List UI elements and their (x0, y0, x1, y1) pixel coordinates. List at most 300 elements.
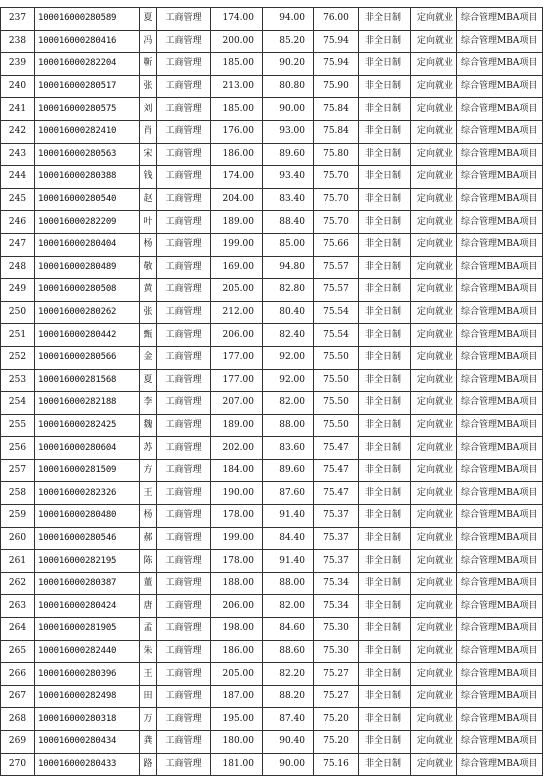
candidate-name-cell: 靳 (140, 53, 157, 76)
employment-type-cell: 定向就业 (411, 640, 457, 663)
program-note-cell: 综合管理MBA项目 (457, 753, 543, 776)
study-mode-cell: 非全日制 (359, 324, 411, 347)
total-score-cell: 75.50 (314, 346, 359, 369)
table-row (1, 30, 543, 53)
row-index-cell: 260 (1, 527, 35, 550)
candidate-id-cell: 100016000280480 (35, 505, 140, 528)
total-score-cell: 75.20 (314, 731, 359, 754)
initial-score-cell: 169.00 (211, 256, 263, 279)
program-note-cell: 综合管理MBA项目 (457, 8, 543, 31)
total-score-cell: 75.66 (314, 233, 359, 256)
candidate-id-cell: 100016000282498 (35, 685, 140, 708)
total-score-cell: 75.50 (314, 414, 359, 437)
table-row (1, 572, 543, 595)
total-score-cell: 75.16 (314, 753, 359, 776)
major-cell: 工商管理 (157, 346, 211, 369)
employment-type-cell: 定向就业 (411, 550, 457, 573)
employment-type-cell: 定向就业 (411, 708, 457, 731)
major-cell: 工商管理 (157, 143, 211, 166)
initial-score-cell: 212.00 (211, 301, 263, 324)
candidate-id-cell: 100016000280442 (35, 324, 140, 347)
initial-score-cell: 200.00 (211, 30, 263, 53)
table-row (1, 166, 543, 189)
major-cell: 工商管理 (157, 527, 211, 550)
total-score-cell: 75.84 (314, 98, 359, 121)
program-note-cell: 综合管理MBA项目 (457, 211, 543, 234)
total-score-cell: 75.70 (314, 188, 359, 211)
total-score-cell: 75.30 (314, 618, 359, 641)
row-index-cell: 269 (1, 731, 35, 754)
retest-score-cell: 88.00 (263, 572, 314, 595)
major-cell: 工商管理 (157, 256, 211, 279)
major-cell: 工商管理 (157, 301, 211, 324)
study-mode-cell: 非全日制 (359, 188, 411, 211)
candidate-id-cell: 100016000280404 (35, 233, 140, 256)
major-cell: 工商管理 (157, 98, 211, 121)
candidate-id-cell: 100016000282188 (35, 392, 140, 415)
candidate-id-cell: 100016000280563 (35, 143, 140, 166)
candidate-id-cell: 100016000282209 (35, 211, 140, 234)
employment-type-cell: 定向就业 (411, 527, 457, 550)
table-row (1, 595, 543, 618)
retest-score-cell: 82.00 (263, 392, 314, 415)
retest-score-cell: 88.00 (263, 414, 314, 437)
table-row (1, 188, 543, 211)
major-cell: 工商管理 (157, 120, 211, 143)
candidate-name-cell: 方 (140, 459, 157, 482)
row-index-cell: 247 (1, 233, 35, 256)
candidate-id-cell: 100016000280318 (35, 708, 140, 731)
study-mode-cell: 非全日制 (359, 618, 411, 641)
row-index-cell: 246 (1, 211, 35, 234)
major-cell: 工商管理 (157, 233, 211, 256)
major-cell: 工商管理 (157, 731, 211, 754)
major-cell: 工商管理 (157, 572, 211, 595)
candidate-id-cell: 100016000280566 (35, 346, 140, 369)
table-row (1, 75, 543, 98)
study-mode-cell: 非全日制 (359, 256, 411, 279)
candidate-name-cell: 刘 (140, 98, 157, 121)
study-mode-cell: 非全日制 (359, 414, 411, 437)
program-note-cell: 综合管理MBA项目 (457, 663, 543, 686)
retest-score-cell: 91.40 (263, 550, 314, 573)
table-row (1, 459, 543, 482)
candidate-name-cell: 龚 (140, 731, 157, 754)
program-note-cell: 综合管理MBA项目 (457, 392, 543, 415)
program-note-cell: 综合管理MBA项目 (457, 685, 543, 708)
initial-score-cell: 174.00 (211, 166, 263, 189)
initial-score-cell: 176.00 (211, 120, 263, 143)
study-mode-cell: 非全日制 (359, 505, 411, 528)
initial-score-cell: 204.00 (211, 188, 263, 211)
table-row (1, 618, 543, 641)
candidate-id-cell: 100016000281568 (35, 369, 140, 392)
program-note-cell: 综合管理MBA项目 (457, 301, 543, 324)
major-cell: 工商管理 (157, 595, 211, 618)
row-index-cell: 258 (1, 482, 35, 505)
major-cell: 工商管理 (157, 482, 211, 505)
candidate-name-cell: 金 (140, 346, 157, 369)
initial-score-cell: 213.00 (211, 75, 263, 98)
initial-score-cell: 195.00 (211, 708, 263, 731)
retest-score-cell: 82.40 (263, 324, 314, 347)
retest-score-cell: 88.60 (263, 640, 314, 663)
table-row (1, 233, 543, 256)
candidate-id-cell: 100016000282440 (35, 640, 140, 663)
retest-score-cell: 88.40 (263, 211, 314, 234)
program-note-cell: 综合管理MBA项目 (457, 550, 543, 573)
employment-type-cell: 定向就业 (411, 233, 457, 256)
initial-score-cell: 187.00 (211, 685, 263, 708)
employment-type-cell: 定向就业 (411, 572, 457, 595)
table-row (1, 392, 543, 415)
employment-type-cell: 定向就业 (411, 324, 457, 347)
employment-type-cell: 定向就业 (411, 279, 457, 302)
candidate-name-cell: 朱 (140, 640, 157, 663)
retest-score-cell: 93.00 (263, 120, 314, 143)
candidate-id-cell: 100016000282204 (35, 53, 140, 76)
major-cell: 工商管理 (157, 53, 211, 76)
major-cell: 工商管理 (157, 618, 211, 641)
initial-score-cell: 181.00 (211, 753, 263, 776)
retest-score-cell: 88.20 (263, 685, 314, 708)
row-index-cell: 249 (1, 279, 35, 302)
employment-type-cell: 定向就业 (411, 98, 457, 121)
row-index-cell: 266 (1, 663, 35, 686)
employment-type-cell: 定向就业 (411, 53, 457, 76)
total-score-cell: 75.70 (314, 166, 359, 189)
total-score-cell: 75.47 (314, 437, 359, 460)
candidate-name-cell: 董 (140, 572, 157, 595)
study-mode-cell: 非全日制 (359, 233, 411, 256)
candidate-name-cell: 叶 (140, 211, 157, 234)
retest-score-cell: 85.00 (263, 233, 314, 256)
retest-score-cell: 82.00 (263, 595, 314, 618)
candidate-id-cell: 100016000280546 (35, 527, 140, 550)
employment-type-cell: 定向就业 (411, 256, 457, 279)
employment-type-cell: 定向就业 (411, 482, 457, 505)
major-cell: 工商管理 (157, 8, 211, 31)
candidate-id-cell: 100016000281509 (35, 459, 140, 482)
candidate-id-cell: 100016000280604 (35, 437, 140, 460)
row-index-cell: 241 (1, 98, 35, 121)
employment-type-cell: 定向就业 (411, 731, 457, 754)
employment-type-cell: 定向就业 (411, 392, 457, 415)
initial-score-cell: 205.00 (211, 279, 263, 302)
study-mode-cell: 非全日制 (359, 166, 411, 189)
table-row (1, 550, 543, 573)
initial-score-cell: 186.00 (211, 143, 263, 166)
total-score-cell: 75.27 (314, 663, 359, 686)
major-cell: 工商管理 (157, 75, 211, 98)
initial-score-cell: 198.00 (211, 618, 263, 641)
employment-type-cell: 定向就业 (411, 166, 457, 189)
program-note-cell: 综合管理MBA项目 (457, 98, 543, 121)
candidate-id-cell: 100016000280575 (35, 98, 140, 121)
initial-score-cell: 174.00 (211, 8, 263, 31)
initial-score-cell: 205.00 (211, 663, 263, 686)
employment-type-cell: 定向就业 (411, 595, 457, 618)
retest-score-cell: 82.20 (263, 663, 314, 686)
total-score-cell: 75.94 (314, 53, 359, 76)
employment-type-cell: 定向就业 (411, 753, 457, 776)
initial-score-cell: 178.00 (211, 550, 263, 573)
row-index-cell: 255 (1, 414, 35, 437)
candidate-id-cell: 100016000280434 (35, 731, 140, 754)
table-body (1, 8, 543, 776)
retest-score-cell: 85.20 (263, 30, 314, 53)
table-row (1, 753, 543, 776)
retest-score-cell: 91.40 (263, 505, 314, 528)
employment-type-cell: 定向就业 (411, 685, 457, 708)
major-cell: 工商管理 (157, 279, 211, 302)
program-note-cell: 综合管理MBA项目 (457, 731, 543, 754)
candidate-name-cell: 田 (140, 685, 157, 708)
study-mode-cell: 非全日制 (359, 279, 411, 302)
candidate-name-cell: 宋 (140, 143, 157, 166)
candidate-name-cell: 夏 (140, 369, 157, 392)
employment-type-cell: 定向就业 (411, 414, 457, 437)
employment-type-cell: 定向就业 (411, 618, 457, 641)
major-cell: 工商管理 (157, 166, 211, 189)
table-row (1, 640, 543, 663)
table-row (1, 708, 543, 731)
employment-type-cell: 定向就业 (411, 459, 457, 482)
row-index-cell: 263 (1, 595, 35, 618)
retest-score-cell: 92.00 (263, 369, 314, 392)
row-index-cell: 257 (1, 459, 35, 482)
table-row (1, 143, 543, 166)
candidate-name-cell: 肖 (140, 120, 157, 143)
candidate-id-cell: 100016000280416 (35, 30, 140, 53)
major-cell: 工商管理 (157, 505, 211, 528)
candidate-name-cell: 黄 (140, 279, 157, 302)
row-index-cell: 254 (1, 392, 35, 415)
candidate-id-cell: 100016000282410 (35, 120, 140, 143)
table-row (1, 256, 543, 279)
employment-type-cell: 定向就业 (411, 75, 457, 98)
row-index-cell: 256 (1, 437, 35, 460)
table-row (1, 279, 543, 302)
program-note-cell: 综合管理MBA项目 (457, 188, 543, 211)
row-index-cell: 242 (1, 120, 35, 143)
candidate-name-cell: 张 (140, 301, 157, 324)
total-score-cell: 75.54 (314, 324, 359, 347)
row-index-cell: 251 (1, 324, 35, 347)
candidate-id-cell: 100016000280396 (35, 663, 140, 686)
initial-score-cell: 206.00 (211, 595, 263, 618)
retest-score-cell: 87.40 (263, 708, 314, 731)
study-mode-cell: 非全日制 (359, 595, 411, 618)
program-note-cell: 综合管理MBA项目 (457, 75, 543, 98)
program-note-cell: 综合管理MBA项目 (457, 572, 543, 595)
total-score-cell: 75.47 (314, 482, 359, 505)
table-row (1, 346, 543, 369)
row-index-cell: 264 (1, 618, 35, 641)
retest-score-cell: 90.20 (263, 53, 314, 76)
employment-type-cell: 定向就业 (411, 663, 457, 686)
program-note-cell: 综合管理MBA项目 (457, 53, 543, 76)
initial-score-cell: 206.00 (211, 324, 263, 347)
candidate-id-cell: 100016000282195 (35, 550, 140, 573)
major-cell: 工商管理 (157, 685, 211, 708)
row-index-cell: 259 (1, 505, 35, 528)
study-mode-cell: 非全日制 (359, 437, 411, 460)
row-index-cell: 243 (1, 143, 35, 166)
row-index-cell: 250 (1, 301, 35, 324)
program-note-cell: 综合管理MBA项目 (457, 143, 543, 166)
row-index-cell: 261 (1, 550, 35, 573)
row-index-cell: 239 (1, 53, 35, 76)
initial-score-cell: 185.00 (211, 98, 263, 121)
total-score-cell: 75.37 (314, 505, 359, 528)
table-row (1, 211, 543, 234)
retest-score-cell: 94.00 (263, 8, 314, 31)
row-index-cell: 268 (1, 708, 35, 731)
retest-score-cell: 90.00 (263, 98, 314, 121)
study-mode-cell: 非全日制 (359, 53, 411, 76)
total-score-cell: 75.37 (314, 527, 359, 550)
candidate-name-cell: 夏 (140, 8, 157, 31)
candidate-name-cell: 郝 (140, 527, 157, 550)
study-mode-cell: 非全日制 (359, 392, 411, 415)
table-row (1, 663, 543, 686)
program-note-cell: 综合管理MBA项目 (457, 256, 543, 279)
study-mode-cell: 非全日制 (359, 550, 411, 573)
row-index-cell: 253 (1, 369, 35, 392)
retest-score-cell: 82.80 (263, 279, 314, 302)
candidate-name-cell: 李 (140, 392, 157, 415)
row-index-cell: 240 (1, 75, 35, 98)
major-cell: 工商管理 (157, 550, 211, 573)
retest-score-cell: 92.00 (263, 346, 314, 369)
candidate-name-cell: 敬 (140, 256, 157, 279)
candidate-id-cell: 100016000282425 (35, 414, 140, 437)
employment-type-cell: 定向就业 (411, 346, 457, 369)
study-mode-cell: 非全日制 (359, 459, 411, 482)
row-index-cell: 265 (1, 640, 35, 663)
program-note-cell: 综合管理MBA项目 (457, 30, 543, 53)
row-index-cell: 237 (1, 8, 35, 31)
employment-type-cell: 定向就业 (411, 301, 457, 324)
candidate-id-cell: 100016000280589 (35, 8, 140, 31)
initial-score-cell: 177.00 (211, 369, 263, 392)
major-cell: 工商管理 (157, 437, 211, 460)
initial-score-cell: 177.00 (211, 346, 263, 369)
study-mode-cell: 非全日制 (359, 708, 411, 731)
retest-score-cell: 83.40 (263, 188, 314, 211)
total-score-cell: 75.70 (314, 211, 359, 234)
major-cell: 工商管理 (157, 392, 211, 415)
row-index-cell: 270 (1, 753, 35, 776)
candidate-name-cell: 王 (140, 482, 157, 505)
initial-score-cell: 186.00 (211, 640, 263, 663)
total-score-cell: 76.00 (314, 8, 359, 31)
total-score-cell: 75.47 (314, 459, 359, 482)
row-index-cell: 252 (1, 346, 35, 369)
retest-score-cell: 90.40 (263, 731, 314, 754)
total-score-cell: 75.90 (314, 75, 359, 98)
major-cell: 工商管理 (157, 640, 211, 663)
retest-score-cell: 94.80 (263, 256, 314, 279)
program-note-cell: 综合管理MBA项目 (457, 279, 543, 302)
candidate-id-cell: 100016000280424 (35, 595, 140, 618)
candidate-id-cell: 100016000280540 (35, 188, 140, 211)
initial-score-cell: 199.00 (211, 527, 263, 550)
candidate-name-cell: 杨 (140, 505, 157, 528)
major-cell: 工商管理 (157, 30, 211, 53)
total-score-cell: 75.57 (314, 256, 359, 279)
row-index-cell: 244 (1, 166, 35, 189)
candidate-name-cell: 甄 (140, 324, 157, 347)
total-score-cell: 75.94 (314, 30, 359, 53)
row-index-cell: 245 (1, 188, 35, 211)
major-cell: 工商管理 (157, 459, 211, 482)
study-mode-cell: 非全日制 (359, 211, 411, 234)
table-row (1, 120, 543, 143)
candidate-name-cell: 钱 (140, 166, 157, 189)
study-mode-cell: 非全日制 (359, 527, 411, 550)
employment-type-cell: 定向就业 (411, 505, 457, 528)
study-mode-cell: 非全日制 (359, 120, 411, 143)
total-score-cell: 75.50 (314, 392, 359, 415)
program-note-cell: 综合管理MBA项目 (457, 505, 543, 528)
program-note-cell: 综合管理MBA项目 (457, 346, 543, 369)
initial-score-cell: 190.00 (211, 482, 263, 505)
total-score-cell: 75.54 (314, 301, 359, 324)
program-note-cell: 综合管理MBA项目 (457, 640, 543, 663)
program-note-cell: 综合管理MBA项目 (457, 166, 543, 189)
program-note-cell: 综合管理MBA项目 (457, 120, 543, 143)
total-score-cell: 75.27 (314, 685, 359, 708)
candidate-name-cell: 唐 (140, 595, 157, 618)
initial-score-cell: 207.00 (211, 392, 263, 415)
program-note-cell: 综合管理MBA项目 (457, 618, 543, 641)
row-index-cell: 267 (1, 685, 35, 708)
initial-score-cell: 188.00 (211, 572, 263, 595)
candidate-name-cell: 苏 (140, 437, 157, 460)
study-mode-cell: 非全日制 (359, 75, 411, 98)
candidate-id-cell: 100016000281905 (35, 618, 140, 641)
initial-score-cell: 202.00 (211, 437, 263, 460)
program-note-cell: 综合管理MBA项目 (457, 595, 543, 618)
study-mode-cell: 非全日制 (359, 753, 411, 776)
study-mode-cell: 非全日制 (359, 8, 411, 31)
program-note-cell: 综合管理MBA项目 (457, 437, 543, 460)
major-cell: 工商管理 (157, 414, 211, 437)
employment-type-cell: 定向就业 (411, 143, 457, 166)
candidate-name-cell: 赵 (140, 188, 157, 211)
employment-type-cell: 定向就业 (411, 188, 457, 211)
total-score-cell: 75.20 (314, 708, 359, 731)
study-mode-cell: 非全日制 (359, 301, 411, 324)
major-cell: 工商管理 (157, 369, 211, 392)
retest-score-cell: 83.60 (263, 437, 314, 460)
initial-score-cell: 184.00 (211, 459, 263, 482)
total-score-cell: 75.34 (314, 572, 359, 595)
row-index-cell: 262 (1, 572, 35, 595)
program-note-cell: 综合管理MBA项目 (457, 708, 543, 731)
study-mode-cell: 非全日制 (359, 143, 411, 166)
study-mode-cell: 非全日制 (359, 731, 411, 754)
admission-score-table (0, 7, 543, 776)
table-row (1, 8, 543, 31)
study-mode-cell: 非全日制 (359, 30, 411, 53)
retest-score-cell: 80.80 (263, 75, 314, 98)
program-note-cell: 综合管理MBA项目 (457, 482, 543, 505)
initial-score-cell: 185.00 (211, 53, 263, 76)
retest-score-cell: 84.60 (263, 618, 314, 641)
